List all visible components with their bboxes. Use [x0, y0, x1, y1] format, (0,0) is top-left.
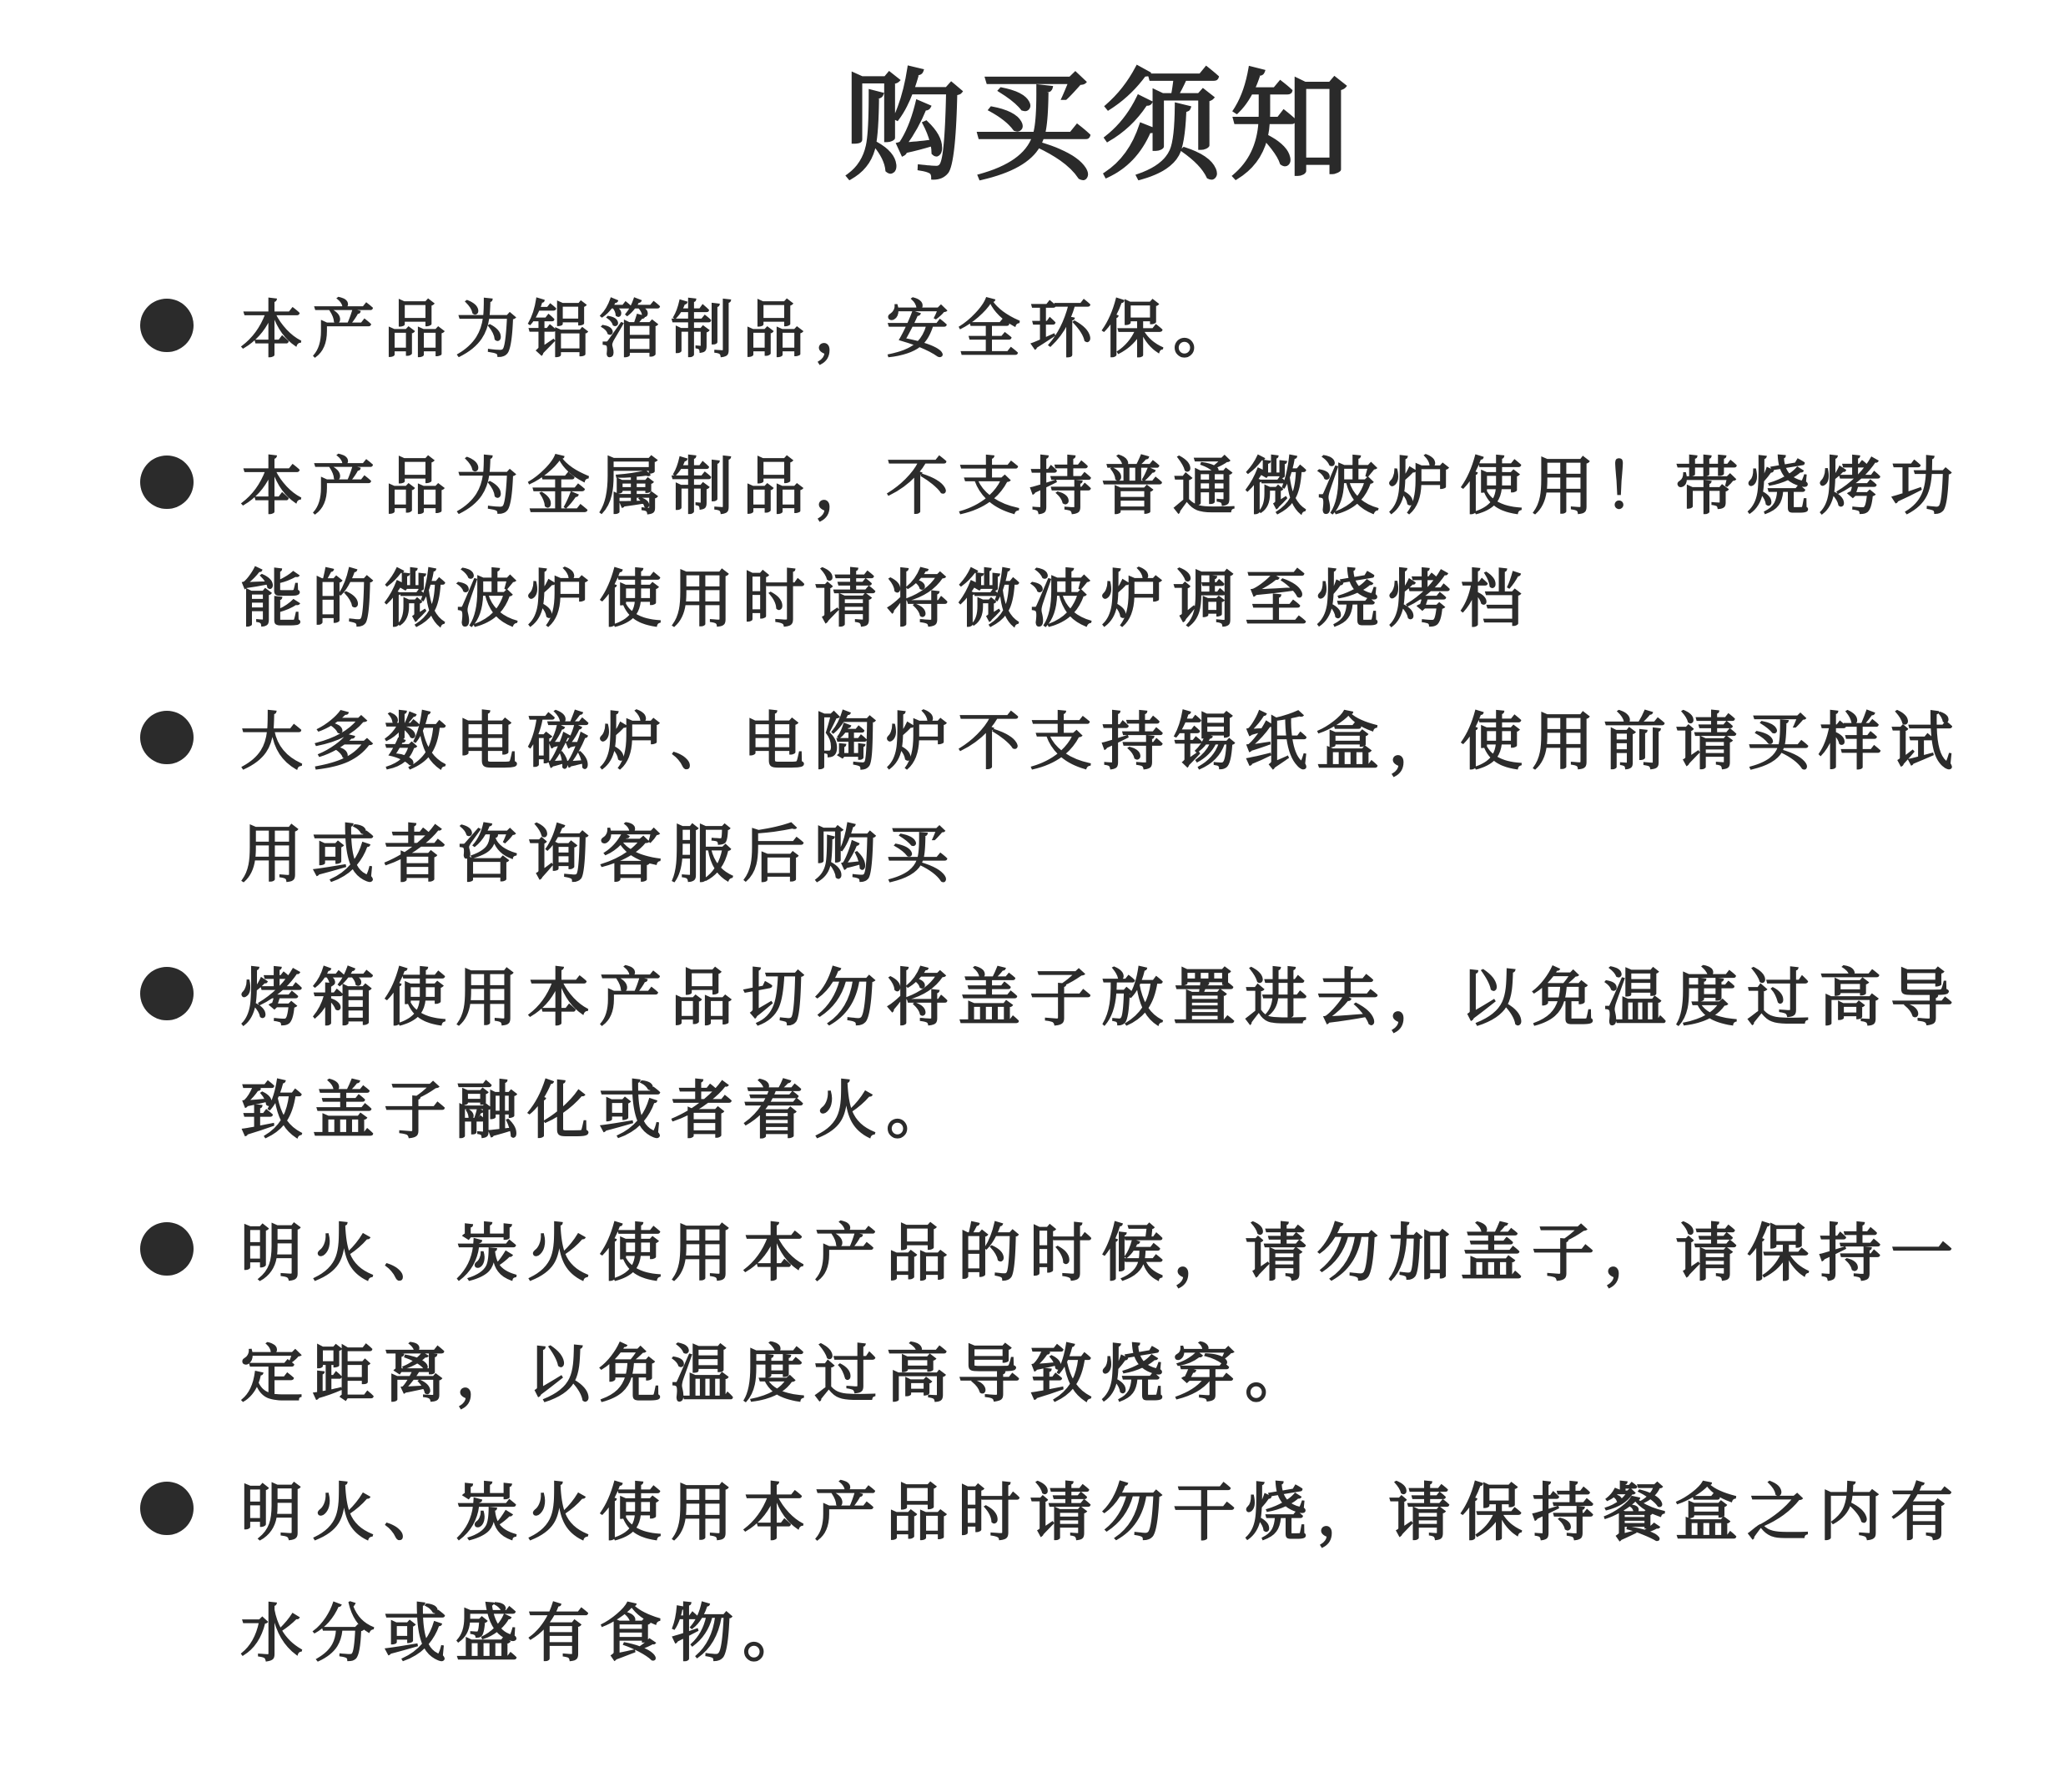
notice-line: 用或者咨询客服后购买 — [240, 818, 959, 891]
bullet-dot-icon — [140, 711, 194, 764]
bullet-dot-icon — [140, 967, 194, 1020]
notice-line: 大多数电磁炉、电陶炉不支持锡纸盒，使用前请买样试 — [240, 705, 1963, 778]
notice-line: 能的微波炉使用时请将微波炉调至烧烤档 — [240, 562, 1533, 636]
bullet-dot-icon — [140, 1222, 194, 1276]
bullet-dot-icon — [140, 299, 194, 352]
notice-line: 致盖子融化或者着火。 — [240, 1074, 959, 1147]
bullet-dot-icon — [140, 1482, 194, 1535]
notice-line: 水分或盛有食物。 — [240, 1597, 815, 1670]
notice-line: 烤箱使用本产品切勿将盖子放置进去，以免温度过高导 — [240, 961, 1963, 1034]
notice-line: 定距离，以免温度过高导致烧穿。 — [240, 1337, 1317, 1411]
notice-line: 本产品为铝箔制品，安全环保。 — [240, 293, 1246, 366]
notice-line: 明火、炭火使用本产品时请勿干烧，请保持餐盒之内有 — [240, 1476, 1963, 1549]
notice-line: 本产品为金属制品，不支持普通微波炉使用！带烧烤功 — [240, 450, 1963, 523]
notice-line: 明火、炭火使用本产品的时候，请勿加盖子，请保持一 — [240, 1216, 1963, 1290]
page-title: 购买须知 — [843, 57, 1358, 197]
bullet-dot-icon — [140, 456, 194, 509]
